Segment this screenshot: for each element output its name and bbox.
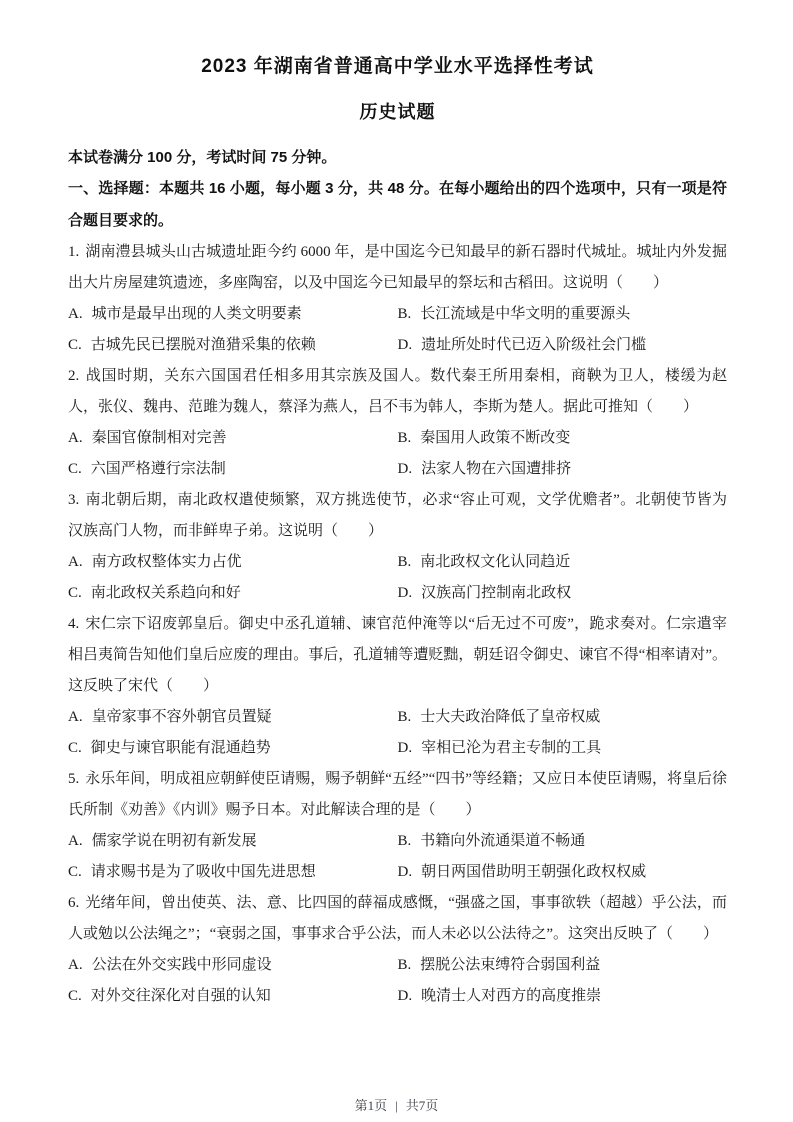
exam-notice: 本试卷满分 100 分，考试时间 75 分钟。 [68, 149, 337, 166]
question-options [68, 423, 727, 485]
option-a [68, 826, 398, 857]
question-text: 光绪年间，曾出使英、法、意、比四国的薛福成感慨，“强盛之国，事事欲轶（超越）乎公法，而人或勉以公法绳之”；“衰弱之国，事事求合乎公法，而人未必以公法待之”。这突出反映了（ ） [68, 895, 727, 942]
option-label: C. [68, 740, 82, 756]
question-number: 1. [68, 244, 80, 260]
option-text: 秦国用人政策不断改变 [420, 430, 571, 446]
option-text: 城市是最早出现的人类文明要素 [91, 306, 302, 322]
page-footer [0, 1095, 793, 1114]
option-c [68, 330, 398, 361]
option-label: A. [68, 833, 83, 849]
option-a [68, 950, 398, 981]
question-3 [68, 485, 727, 609]
question-text: 湖南澧县城头山古城遗址距今约 6000 年，是中国迄今已知最早的新石器时代城址。城址内外发掘出大片房屋建筑遗迹，多座陶窑，以及中国迄今已知最早的祭坛和古稻田。这说明（ ） [68, 244, 727, 291]
option-label: A. [68, 430, 83, 446]
question-stem [68, 485, 727, 547]
option-text: 遗址所处时代已迈入阶级社会门槛 [421, 337, 647, 353]
option-text: 长江流域是中华文明的重要源头 [420, 306, 631, 322]
option-c [68, 578, 398, 609]
question-2 [68, 361, 727, 485]
option-label: B. [397, 833, 412, 849]
option-d [398, 857, 728, 888]
option-label: B. [397, 306, 412, 322]
option-d [398, 454, 728, 485]
page-title: 2023 年湖南省普通高中学业水平选择性考试 [201, 56, 594, 77]
option-label: A. [68, 306, 83, 322]
option-label: A. [68, 709, 83, 725]
page-number: 第1页 [354, 1098, 388, 1113]
option-text: 书籍向外流通渠道不畅通 [420, 833, 586, 849]
question-stem [68, 361, 727, 423]
option-text: 法家人物在六国遭排挤 [421, 461, 572, 477]
option-label: D. [397, 988, 413, 1004]
option-d [398, 330, 728, 361]
option-label: D. [397, 337, 413, 353]
question-stem [68, 764, 727, 826]
question-text: 永乐年间，明成祖应朝鲜使臣请赐，赐予朝鲜“五经”“四书”等经籍；又应日本使臣请赐，将皇后徐氏所制《劝善》《内训》赐予日本。对此解读合理的是（ ） [68, 771, 727, 818]
option-a [68, 299, 398, 330]
question-5 [68, 764, 727, 888]
option-label: A. [68, 957, 83, 973]
question-stem [68, 609, 727, 702]
question-1 [68, 237, 727, 361]
option-text: 南北政权文化认同趋近 [420, 554, 571, 570]
page-separator: | [395, 1098, 398, 1113]
question-6 [68, 888, 727, 1012]
option-label: C. [68, 461, 82, 477]
option-label: B. [397, 554, 412, 570]
question-text: 宋仁宗下诏废郭皇后。御史中丞孔道辅、谏官范仲淹等以“后无过不可废”，跪求奏对。仁宗遣宰相吕夷简告知他们皇后应废的理由。事后，孔道辅等遭贬黜，朝廷诏令御史、谏官不得“相率请对”。这反映了宋代（ ） [68, 616, 727, 694]
option-label: D. [397, 864, 413, 880]
option-text: 南北政权关系趋向和好 [90, 585, 241, 601]
question-options [68, 950, 727, 1012]
option-text: 公法在外交实践中形同虚设 [91, 957, 272, 973]
option-c [68, 857, 398, 888]
option-b [398, 826, 728, 857]
option-b [398, 423, 728, 454]
option-b [398, 547, 728, 578]
option-a [68, 547, 398, 578]
option-text: 秦国官僚制相对完善 [91, 430, 227, 446]
option-label: D. [397, 585, 413, 601]
option-b [398, 950, 728, 981]
option-label: C. [68, 585, 82, 601]
question-text: 战国时期，关东六国国君任相多用其宗族及国人。数代秦王所用秦相，商鞅为卫人，楼缓为赵人，张仪、魏冉、范雎为魏人，蔡泽为燕人，吕不韦为韩人，李斯为楚人。据此可推知（ ） [68, 368, 727, 415]
option-text: 对外交往深化对自强的认知 [90, 988, 271, 1004]
option-text: 御史与谏官职能有混通趋势 [90, 740, 271, 756]
question-4 [68, 609, 727, 764]
option-a [68, 702, 398, 733]
question-number: 3. [68, 492, 80, 508]
option-text: 请求赐书是为了吸收中国先进思想 [90, 864, 316, 880]
option-text: 皇帝家事不容外朝官员置疑 [91, 709, 272, 725]
question-number: 5. [68, 771, 80, 787]
question-options [68, 702, 727, 764]
question-stem [68, 888, 727, 950]
option-text: 宰相已沦为君主专制的工具 [421, 740, 602, 756]
total-pages: 共7页 [405, 1098, 439, 1113]
option-label: D. [397, 740, 413, 756]
option-a [68, 423, 398, 454]
option-label: C. [68, 864, 82, 880]
section-header: 一、选择题：本题共 16 小题，每小题 3 分，共 48 分。在每小题给出的四个选项中，只有一项是符合题目要求的。 [68, 180, 727, 229]
question-options [68, 299, 727, 361]
option-label: C. [68, 337, 82, 353]
option-text: 古城先民已摆脱对渔猎采集的依赖 [90, 337, 316, 353]
option-label: A. [68, 554, 83, 570]
option-text: 儒家学说在明初有新发展 [91, 833, 257, 849]
question-number: 4. [68, 616, 80, 632]
option-label: D. [397, 461, 413, 477]
option-c [68, 981, 398, 1012]
option-text: 南方政权整体实力占优 [91, 554, 242, 570]
option-label: B. [397, 709, 412, 725]
question-number: 2. [68, 368, 80, 384]
option-d [398, 578, 728, 609]
question-stem [68, 237, 727, 299]
question-options [68, 826, 727, 888]
option-text: 朝日两国借助明王朝强化政权权威 [421, 864, 647, 880]
option-text: 汉族高门控制南北政权 [421, 585, 572, 601]
question-number: 6. [68, 895, 80, 911]
question-options [68, 547, 727, 609]
option-label: B. [397, 957, 412, 973]
option-c [68, 733, 398, 764]
option-d [398, 733, 728, 764]
option-b [398, 702, 728, 733]
page-subtitle: 历史试题 [359, 102, 436, 122]
option-label: C. [68, 988, 82, 1004]
option-text: 晚清士人对西方的高度推崇 [421, 988, 602, 1004]
option-c [68, 454, 398, 485]
option-text: 士大夫政治降低了皇帝权威 [420, 709, 601, 725]
option-b [398, 299, 728, 330]
option-d [398, 981, 728, 1012]
option-text: 摆脱公法束缚符合弱国利益 [420, 957, 601, 973]
question-text: 南北朝后期，南北政权遣使频繁，双方挑选使节，必求“容止可观，文学优赡者”。北朝使节皆为汉族高门人物，而非鲜卑子弟。这说明（ ） [68, 492, 727, 539]
option-label: B. [397, 430, 412, 446]
option-text: 六国严格遵行宗法制 [90, 461, 226, 477]
